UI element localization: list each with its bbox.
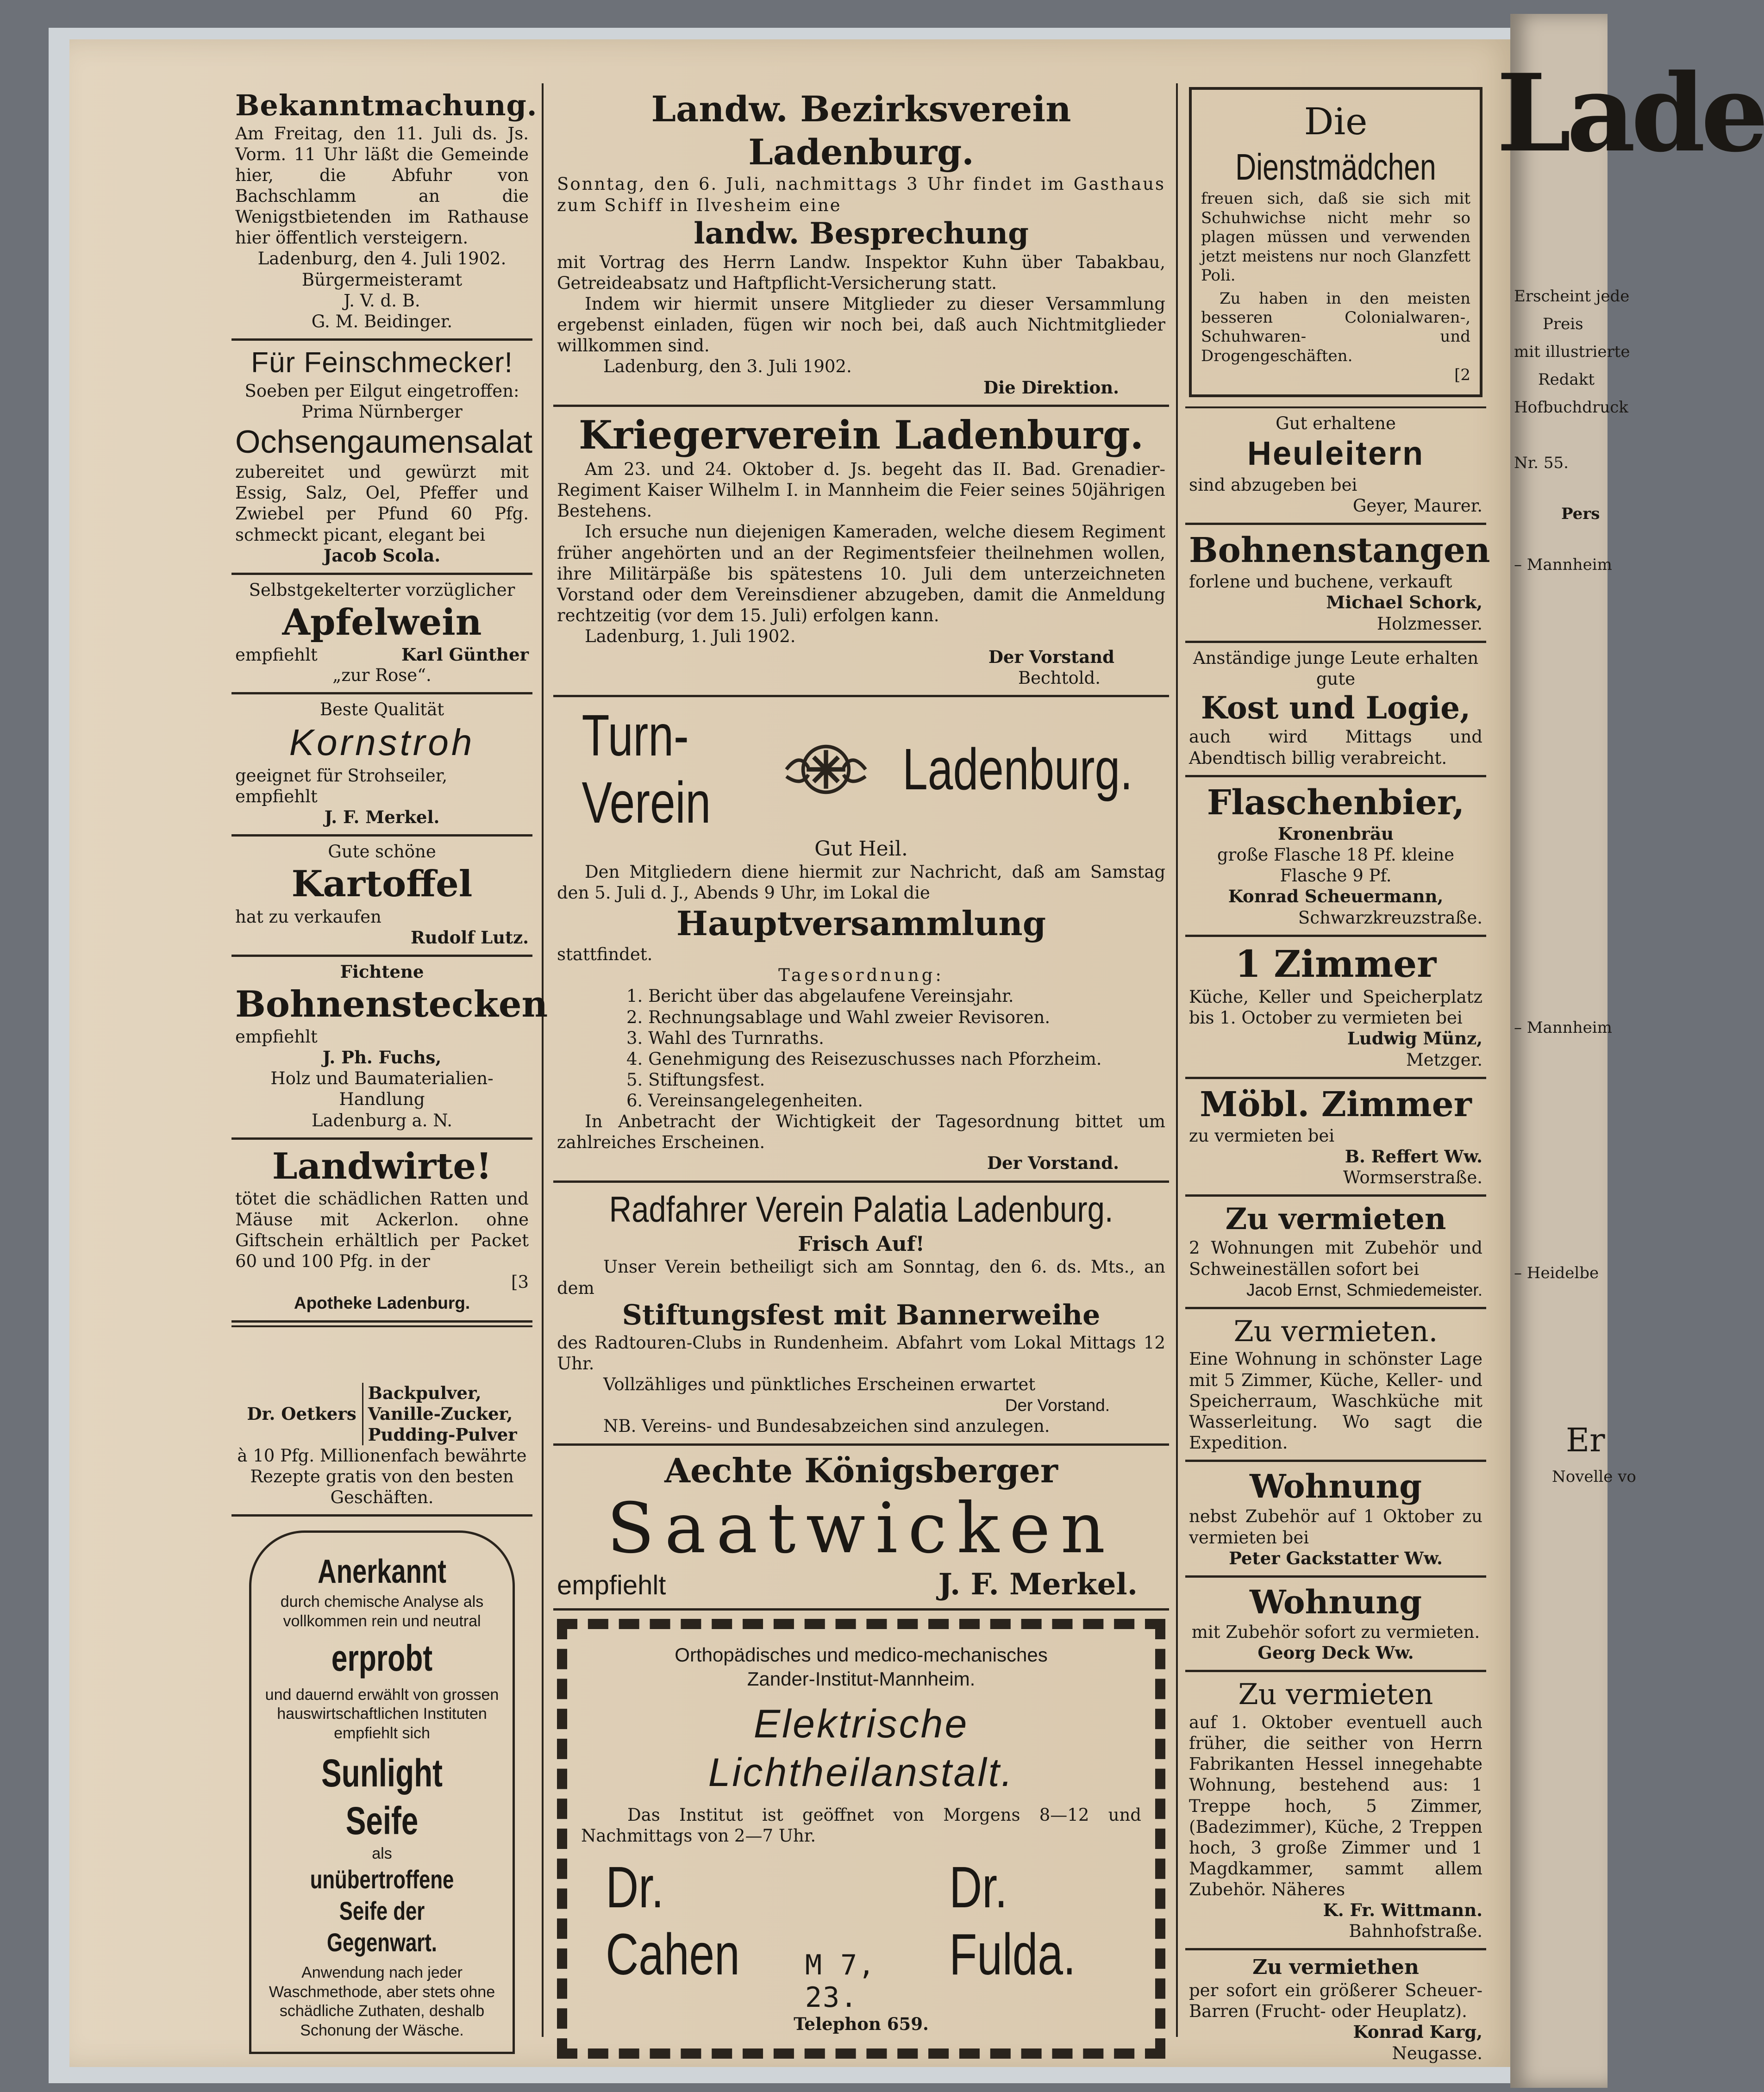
adjacent-page-line: Er [1566,1421,1605,1459]
ad-line: und dauernd erwählt von grossen hauswirtschaftlichen Instituten empfiehlt sich [265,1686,499,1742]
adjacent-page [1496,14,1764,2088]
ad-seller-line: Ladenburg a. N. [311,1110,453,1130]
ad-body: zu vermieten bei [1189,1125,1335,1146]
ad-signature: Bechtold. [1018,668,1101,688]
ad-pre: Aechte Königsberger [664,1450,1058,1490]
ad-title: Radfahrer Verein Palatia Ladenburg. [609,1188,1113,1230]
ad-title: Zu vermieten. [1233,1314,1438,1348]
ad-feinschmecker [231,341,532,575]
ad-dienstmaedchen [1185,87,1486,397]
ad-title: Landwirte! [272,1145,492,1187]
ad-title: 1 Zimmer [1235,942,1437,986]
ad-saatwicken [553,1446,1169,1611]
ad-line: als [372,1845,392,1863]
ad-label: empfiehlt [235,645,318,665]
column-rule [1176,83,1178,2037]
ad-title: Kornstroh [289,722,475,763]
ad-body: mit Vortrag des Herrn Landw. Inspektor Kuhn über Tabakbau, Getreideabsatz und Haftpflicht-Versicherung statt. [557,252,1165,293]
ad-title: Flaschenbier, [1207,782,1465,823]
ad-number: [2 [1454,366,1470,385]
ad-seller: J. Ph. Fuchs, [322,1047,442,1068]
ad-title: Wohnung [1249,1467,1422,1506]
ad-zu-vermiethen [1185,1950,1486,2070]
ad-title: Saatwicken [607,1488,1116,1569]
ad-line: Anwendung nach jeder Waschmethode, aber stets ohne schädliche Zuthaten, deshalb Schonung der Wäsche. [269,1964,495,2039]
ad-label: empfiehlt [557,1570,666,1601]
sunlight-frame [249,1530,515,2054]
ad-apfelwein [231,575,532,694]
ad-title: Zu vermiethen [1252,1955,1419,1980]
ad-body: Den Mitgliedern diene hiermit zur Nachricht, daß am Samstag den 5. Juli d. J., Abends 9 Uhr, im Lokal die [557,862,1165,903]
agenda-item: 3. Wahl des Turnraths. [626,1028,824,1048]
turner-cross-emblem-icon [782,725,870,813]
ad-body: Ich ersuche nun diejenigen Kameraden, welche diesem Regiment früher angehörten und an der Regimentsfeier theilnehmen wollen, ihre Militärpäße bis spätestens 10. Juli dem unterzeichneten Vorstand oder dem Vereinsdiener abzugeben, damit die Anmeldung rechtzeitig (vor dem 15. Juli) erfolgen kann. [557,522,1165,625]
ad-title-right: Ladenburg. [902,737,1133,802]
ad-greeting: Gut Heil. [814,837,908,861]
ad-seller-line: Holzmesser. [1376,613,1483,634]
ad-bohnenstangen [1185,525,1490,643]
ad-doctor: Dr. Fulda. [949,1854,1076,1987]
ad-body: nebst Zubehör auf 1 Oktober zu vermieten bei [1189,1506,1483,1548]
ad-turnverein [553,697,1169,1182]
ad-body: zubereitet und gewürzt mit Essig, Salz, Oel, Pfeffer und Zwiebel per Pfund 60 Pfg. schmeckt picant, elegant bei [235,462,529,545]
ad-zu-vermieten [1185,1309,1486,1462]
ad-seller: K. Fr. Wittmann. [1323,1900,1483,1921]
ad-seller: Rudolf Lutz. [411,927,529,948]
ad-event: Stiftungsfest mit Bannerweihe [622,1299,1101,1331]
ad-title: Wohnung [1249,1582,1422,1621]
ad-title-left: Turn-Verein [582,703,711,836]
ad-signature: Die Direktion. [983,377,1119,398]
ad-bohnenstecken [231,957,548,1140]
ad-address: M 7, 23. [805,1948,876,2014]
ad-intro: Sonntag, den 6. Juli, nachmittags 3 Uhr findet im Gasthaus zum Schiff in Ilvesheim eine [557,174,1165,215]
ad-signature: Der Vorstand [988,647,1114,668]
adjacent-page-masthead: Lade [1496,51,1764,176]
ad-body: Vollzähliges und pünktliches Erscheinen erwartet [603,1374,1036,1395]
ad-seller: Georg Deck Ww. [1257,1642,1414,1663]
ad-item: Vanille-Zucker, [368,1403,513,1424]
ad-note: NB. Vereins- und Bundesabzeichen sind anzulegen. [603,1416,1050,1436]
ad-seller: Geyer, Maurer. [1352,495,1483,516]
agenda-item: 4. Genehmigung des Reisezuschusses nach Pforzheim. [626,1049,1102,1069]
ad-brand: Sunlight Seife [321,1751,443,1842]
ad-body: à 10 Pfg. Millionenfach bewährte Rezepte gratis von den besten Geschäften. [237,1445,527,1508]
adjacent-page-line: Novelle vo [1552,1468,1636,1486]
adjacent-page-line: – Mannheim [1514,1018,1612,1037]
ad-seller: Apotheke Ladenburg. [294,1293,470,1313]
ad-body: Zu haben in den meisten besseren Colonialwaren-, Schuhwaren- und Drogengeschäften. [1201,289,1470,365]
ad-phone: Telephon 659. [794,2013,929,2034]
ad-title: Elektrische [753,1701,969,1746]
ad-bezirksverein [553,83,1169,407]
ad-seller-line: Schwarzkreuzstraße. [1298,907,1483,928]
adjacent-page-line: mit illustrierte [1514,343,1630,361]
ad-pre: Gut erhaltene [1276,413,1396,433]
ad-label: empfiehlt [235,1027,318,1047]
ad-item: Pudding-Pulver [368,1424,517,1445]
adjacent-page-line: Pers [1561,505,1600,523]
column-middle [553,83,1169,2069]
ad-brand: Dr. Oetkers [247,1404,357,1424]
ad-claim: unübertroffene Seife der Gegenwart. [310,1864,454,1957]
ad-body: auch wird Mittags und Abendtisch billig verabreicht. [1189,727,1483,768]
ad-seller-line: Metzger. [1406,1049,1483,1070]
ad-seller: J. F. Merkel. [938,1567,1138,1602]
ad-wohnung [1185,1578,1486,1673]
ad-moebl-zimmer [1185,1079,1486,1197]
ad-seller: Jacob Ernst, Schmiedemeister. [1246,1280,1483,1299]
ad-pre: Fichtene [340,961,424,982]
ad-line: Soeben per Eilgut eingetroffen: [244,381,519,401]
ad-seller-line: Wormserstraße. [1343,1168,1483,1188]
adjacent-page-line: Redakt [1538,370,1595,389]
ad-kost-logie [1185,643,1486,777]
ad-wohnung [1185,1462,1486,1578]
ad-line: Prima Nürnberger [301,401,463,422]
ad-oetker [231,1325,532,1517]
ad-greeting: Frisch Auf! [798,1232,925,1256]
ad-signature: J. V. d. B. [344,290,420,311]
ad-body: Unser Verein betheiligt sich am Sonntag, den 6. ds. Mts., an dem [557,1257,1165,1298]
ad-title: Kartoffel [291,863,473,905]
ad-body: sind abzugeben bei [1189,475,1357,495]
ad-date: Ladenburg, den 3. Juli 1902. [603,356,852,377]
ad-kornstroh [231,694,532,837]
ad-title: Bohnenstangen [1189,531,1490,571]
ad-office: Bürgermeisteramt [301,269,463,290]
ad-seller: Michael Schork, [1326,592,1483,613]
ad-sunlight [231,1517,532,2070]
ad-landwirte [231,1140,532,1323]
ad-pre: Selbstgekelterter vorzüglicher [249,580,515,600]
ad-seller: J. F. Merkel. [324,807,440,828]
agenda-title: Tagesordnung: [778,965,944,986]
ad-zu-vermieten [1185,1672,1486,1950]
ad-event: landw. Besprechung [694,216,1029,251]
ad-heuleitern [1185,406,1486,525]
ad-body: Am 23. und 24. Oktober d. Js. begeht das II. Bad. Grenadier-Regiment Kaiser Wilhelm I. in Mannheim die Feier seines 50jährigen Bestehens. [557,459,1165,521]
ad-label: hat zu verkaufen [235,906,382,927]
ad-line: stattfindet. [557,944,653,965]
ad-title: Bekanntmachung. [235,88,538,122]
ad-body: In Anbetracht der Wichtigkeit der Tagesordnung bittet um zahlreiches Erscheinen. [557,1112,1165,1153]
ad-zander-institut [553,1611,1169,2069]
ad-body: 2 Wohnungen mit Zubehör und Schweineställen sofort bei [1189,1238,1483,1279]
ad-body: Das Institut ist geöffnet von Morgens 8—12 und Nachmittags von 2—7 Uhr. [581,1805,1141,1846]
ad-zimmer [1185,937,1486,1079]
ad-line: Orthopädisches und medico-mechanisches [675,1644,1048,1666]
ad-body: Am Freitag, den 11. Juli ds. Js. Vorm. 11 Uhr läßt die Gemeinde hier, die Abfuhr von Bachschlamm an die Wenigstbietenden im Rathause hier öffentlich versteigern. [235,123,529,248]
column-left [231,83,548,2070]
ad-date: Ladenburg, 1. Juli 1902. [585,626,796,647]
adjacent-page-line: Preis [1543,315,1583,333]
adjacent-page-line: – Heidelbe [1514,1264,1599,1282]
ad-title: Möbl. Zimmer [1200,1084,1472,1124]
ad-zu-vermieten [1185,1197,1486,1309]
agenda-item: 1. Bericht über das abgelaufene Vereinsjahr. [626,986,1014,1006]
ad-title: Zu vermieten [1238,1677,1433,1711]
ad-body: große Flasche 18 Pf. kleine Flasche 9 Pf. [1217,845,1455,886]
ad-seller: Konrad Karg, [1353,2022,1483,2042]
ad-flaschenbier [1185,777,1486,937]
ad-seller: Peter Gackstatter Ww. [1229,1548,1443,1568]
ad-seller: B. Reffert Ww. [1345,1146,1483,1167]
ad-product: Ochsengaumensalat [235,423,533,460]
ad-title: Kost und Logie, [1201,689,1471,726]
ad-date: Ladenburg, den 4. Juli 1902. [257,249,507,269]
ad-signature: Der Vorstand. [987,1153,1119,1174]
ad-body: Indem wir hiermit unsere Mitglieder zu dieser Versammlung ergebenst einladen, fügen wir noch bei, daß auch Nichtmitglieder willkommen sind. [557,294,1165,356]
ad-body: Eine Wohnung in schönster Lage mit 5 Zimmer, Küche, Keller- und Speicherraum, Waschküche mit Wasserleitung. Wo sagt die Expedition. [1189,1349,1483,1453]
ad-seller-line: Bahnhofstraße. [1349,1921,1483,1942]
ad-title: Landw. Bezirksverein Ladenburg. [651,88,1071,173]
ad-title: Zu vermieten [1225,1202,1446,1237]
adjacent-page-line: Hofbuchdruck [1514,398,1628,417]
ad-item: Backpulver, [368,1382,482,1403]
ad-body: tötet die schädlichen Ratten und Mäuse mit Ackerlon. ohne Giftschein erhältlich per Packet 60 und 100 Pfg. in der [235,1188,529,1272]
ad-body: freuen sich, daß sie sich mit Schuhwichse nicht mehr so plagen müssen und verwenden jetzt meistens nur noch Glanzfett Poli. [1201,189,1470,285]
ad-title: Bohnenstecken [235,983,548,1025]
ad-pre: Beste Qualität [319,699,444,720]
ad-pre: Gute schöne [328,842,436,862]
ad-kriegerverein [553,407,1169,698]
ad-seller: Ludwig Münz, [1347,1028,1483,1049]
ad-kartoffel [231,837,532,957]
ad-title: Kriegerverein Ladenburg. [578,412,1144,458]
agenda-item: 2. Rechnungsablage und Wahl zweier Revisoren. [626,1007,1051,1027]
ad-body: mit Zubehör sofort zu vermieten. [1191,1622,1480,1642]
ad-pre: Anständige junge Leute erhalten gute [1193,648,1479,689]
agenda-item: 6. Vereinsangelegenheiten. [626,1091,863,1111]
ad-seller: Jacob Scola. [323,545,441,566]
ad-body: forlene und buchene, verkauft [1189,572,1452,592]
boxed-frame [1189,87,1483,397]
adjacent-page-line: Nr. 55. [1514,454,1569,472]
ad-body: per sofort ein größerer Scheuer-Barren (Frucht- oder Heuplatz). [1189,1980,1483,2022]
agenda-item: 5. Stiftungsfest. [626,1069,765,1090]
ad-seller: Karl Günther [401,644,529,665]
ad-big: erprobt [331,1637,433,1679]
ad-title: Heuleitern [1247,435,1425,472]
ad-title: Apfelwein [282,601,482,643]
ad-bekanntmachung [231,83,538,341]
ad-title: Lichtheilanstalt. [708,1750,1014,1795]
ad-line: durch chemische Analyse als vollkommen rein und neutral [280,1593,484,1630]
ad-title: Dienstmädchen [1235,146,1436,187]
ad-title: Anerkannt [318,1553,446,1591]
ad-body: geeignet für Strohseiler, empfiehlt [235,765,448,807]
ad-radfahrer [553,1183,1169,1446]
adjacent-page-line: Erscheint jede [1514,287,1630,306]
ad-title: Für Feinschmecker! [251,346,513,379]
ad-signature: G. M. Beidinger. [311,311,453,331]
ad-seller-line: Holz und Baumaterialien-Handlung [270,1068,494,1110]
ad-seller-note: „zur Rose“. [332,665,432,686]
ad-seller: Konrad Scheuermann, [1228,886,1444,907]
column-rule [542,83,544,2037]
ad-line: Zander-Institut-Mannheim. [747,1667,976,1690]
ad-number: [3 [511,1272,529,1293]
ad-event: Hauptversammlung [676,904,1046,943]
ad-brand: Kronenbräu [1278,824,1394,844]
adjacent-page-line: – Mannheim [1514,556,1612,574]
column-right [1185,83,1490,2070]
ad-signature: Der Vorstand. [1005,1396,1110,1415]
ad-body: des Radtouren-Clubs in Rundenheim. Abfahrt vom Lokal Mittags 12 Uhr. [557,1332,1165,1374]
cross-pattern-frame [557,1619,1165,2059]
ad-body: auf 1. Oktober eventuell auch früher, die seither von Herrn Fabrikanten Hessel innegehabte Wohnung, bestehend aus: 1 Treppe hoch, 5 Zimmer, (Badezimmer), Küche, 2 Treppen hoch, 3 große Zimmer und 1 Magdkammer, sammt allem Zubehör. Näheres [1189,1712,1483,1900]
ad-doctor: Dr. Cahen [606,1854,740,1987]
ad-title: Die [1304,100,1368,143]
ad-body: Küche, Keller und Speicherplatz bis 1. October zu vermieten bei [1189,987,1483,1028]
ad-seller-line: Neugasse. [1392,2043,1483,2063]
